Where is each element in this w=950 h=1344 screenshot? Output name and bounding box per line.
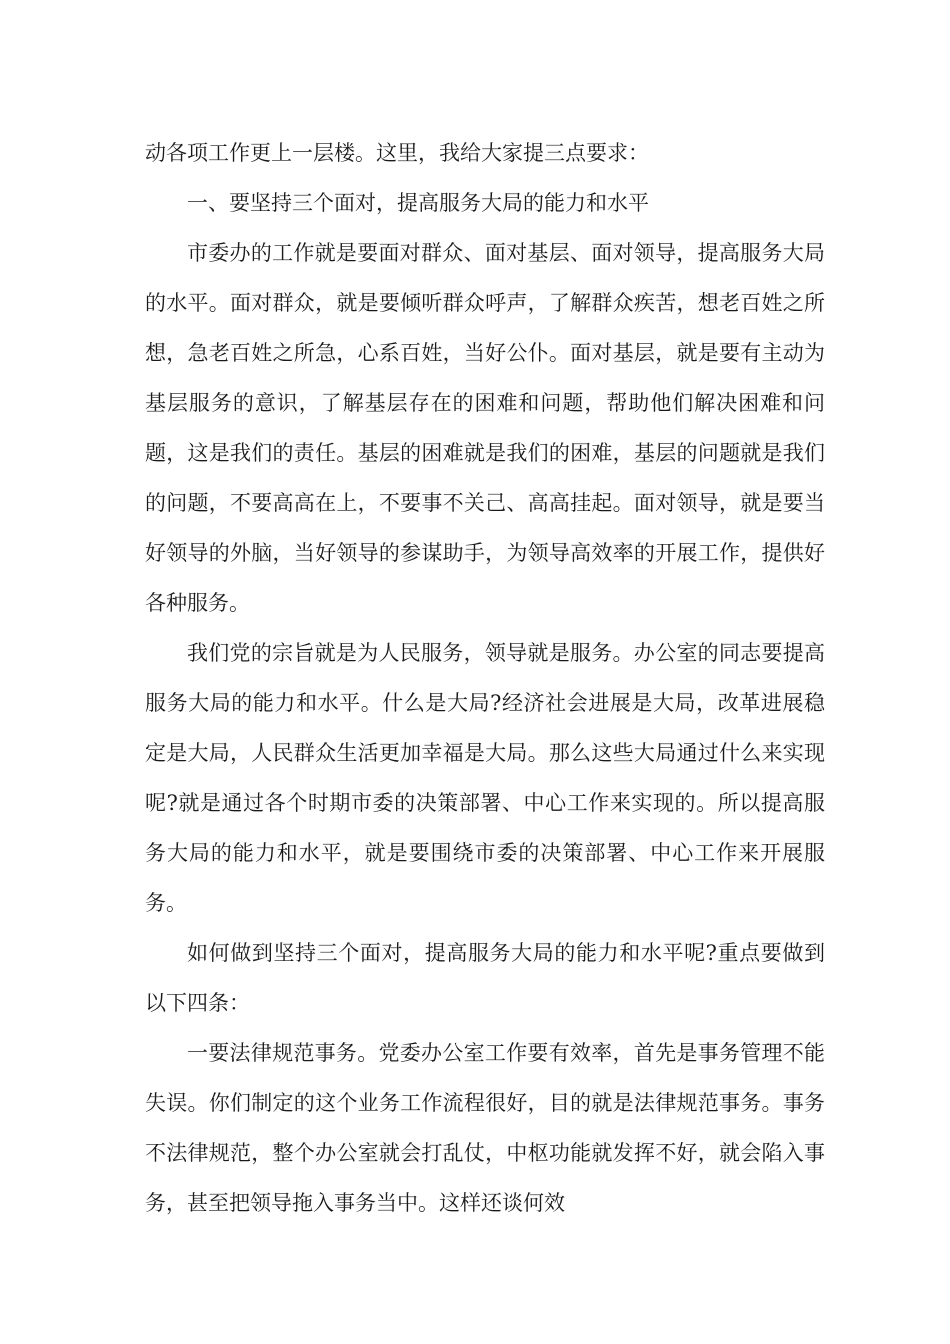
document-body	[145, 128, 825, 1228]
paragraph-3: 市委办的工作就是要面对群众、面对基层、面对领导，提高服务大局的水平。面对群众，就是要倾听群众呼声，了解群众疾苦，想老百姓之所想，急老百姓之所急，心系百姓，当好公仆。面对基层，就是要有主动为基层服务的意识，了解基层存在的困难和问题，帮助他们解决困难和问题，这是我们的责任。基层的困难就是我们的困难，基层的问题就是我们的问题，不要高高在上，不要事不关己、高高挂起。面对领导，就是要当好领导的外脑，当好领导的参谋助手，为领导高效率的开展工作，提供好各种服务。	[145, 241, 825, 615]
section-heading: 一、要坚持三个面对，提高服务大局的能力和水平	[187, 191, 649, 215]
paragraph-4: 我们党的宗旨就是为人民服务，领导就是服务。办公室的同志要提高服务大局的能力和水平。什么是大局?经济社会进展是大局，改革进展稳定是大局，人民群众生活更加幸福是大局。那么这些大局通过什么来实现呢?就是通过各个时期市委的决策部署、中心工作来实现的。所以提高服务大局的能力和水平，就是要围绕市委的决策部署、中心工作来开展服务。	[145, 641, 825, 915]
paragraph-5: 如何做到坚持三个面对，提高服务大局的能力和水平呢?重点要做到以下四条：	[145, 941, 825, 1015]
paragraph-1: 动各项工作更上一层楼。这里，我给大家提三点要求：	[145, 141, 649, 165]
paragraph-6: 一要法律规范事务。党委办公室工作要有效率，首先是事务管理不能失误。你们制定的这个业务工作流程很好，目的就是法律规范事务。事务不法律规范，整个办公室就会打乱仗，中枢功能就发挥不好，就会陷入事务，甚至把领导拖入事务当中。这样还谈何效	[145, 1041, 825, 1215]
